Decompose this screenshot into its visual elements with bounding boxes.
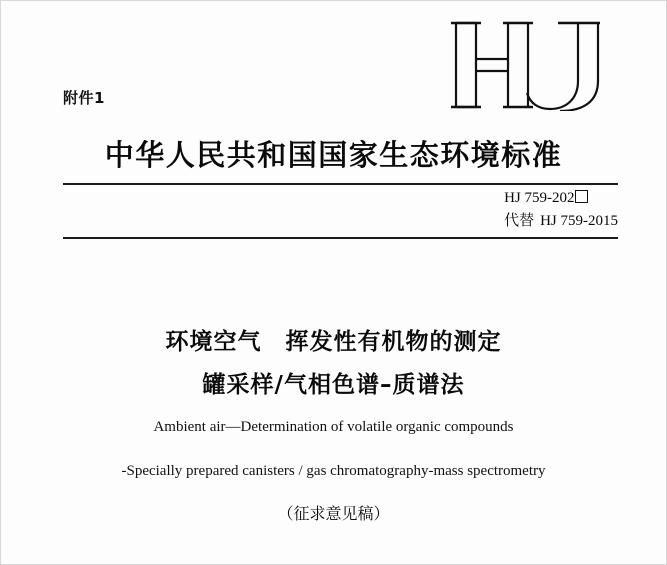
hj-logo	[450, 19, 600, 111]
draft-status-note: （征求意见稿）	[277, 504, 390, 523]
standard-code: HJ 759-202	[504, 190, 575, 206]
replaces-code: HJ 759-2015	[540, 212, 618, 229]
standard-code-block	[504, 187, 618, 232]
divider-bottom	[63, 237, 618, 239]
code-placeholder-box	[575, 190, 588, 203]
attachment-label: 附件1	[63, 89, 105, 107]
standard-code-line	[504, 187, 618, 210]
subject-title-en-line1: Ambient air—Determination of volatile organic compounds	[153, 419, 514, 435]
subject-title-en-line2: -Specially prepared canisters / gas chromatography-mass spectrometry	[121, 463, 546, 479]
divider-top	[63, 183, 618, 185]
subject-title-cn-line1: 环境空气 挥发性有机物的测定	[165, 329, 502, 355]
replaces-label: 代替	[504, 212, 535, 229]
organization-title: 中华人民共和国国家生态环境标准	[104, 138, 563, 172]
replaces-line	[504, 210, 618, 233]
subject-title-cn-line2: 罐采样/气相色谱–质谱法	[202, 372, 465, 398]
